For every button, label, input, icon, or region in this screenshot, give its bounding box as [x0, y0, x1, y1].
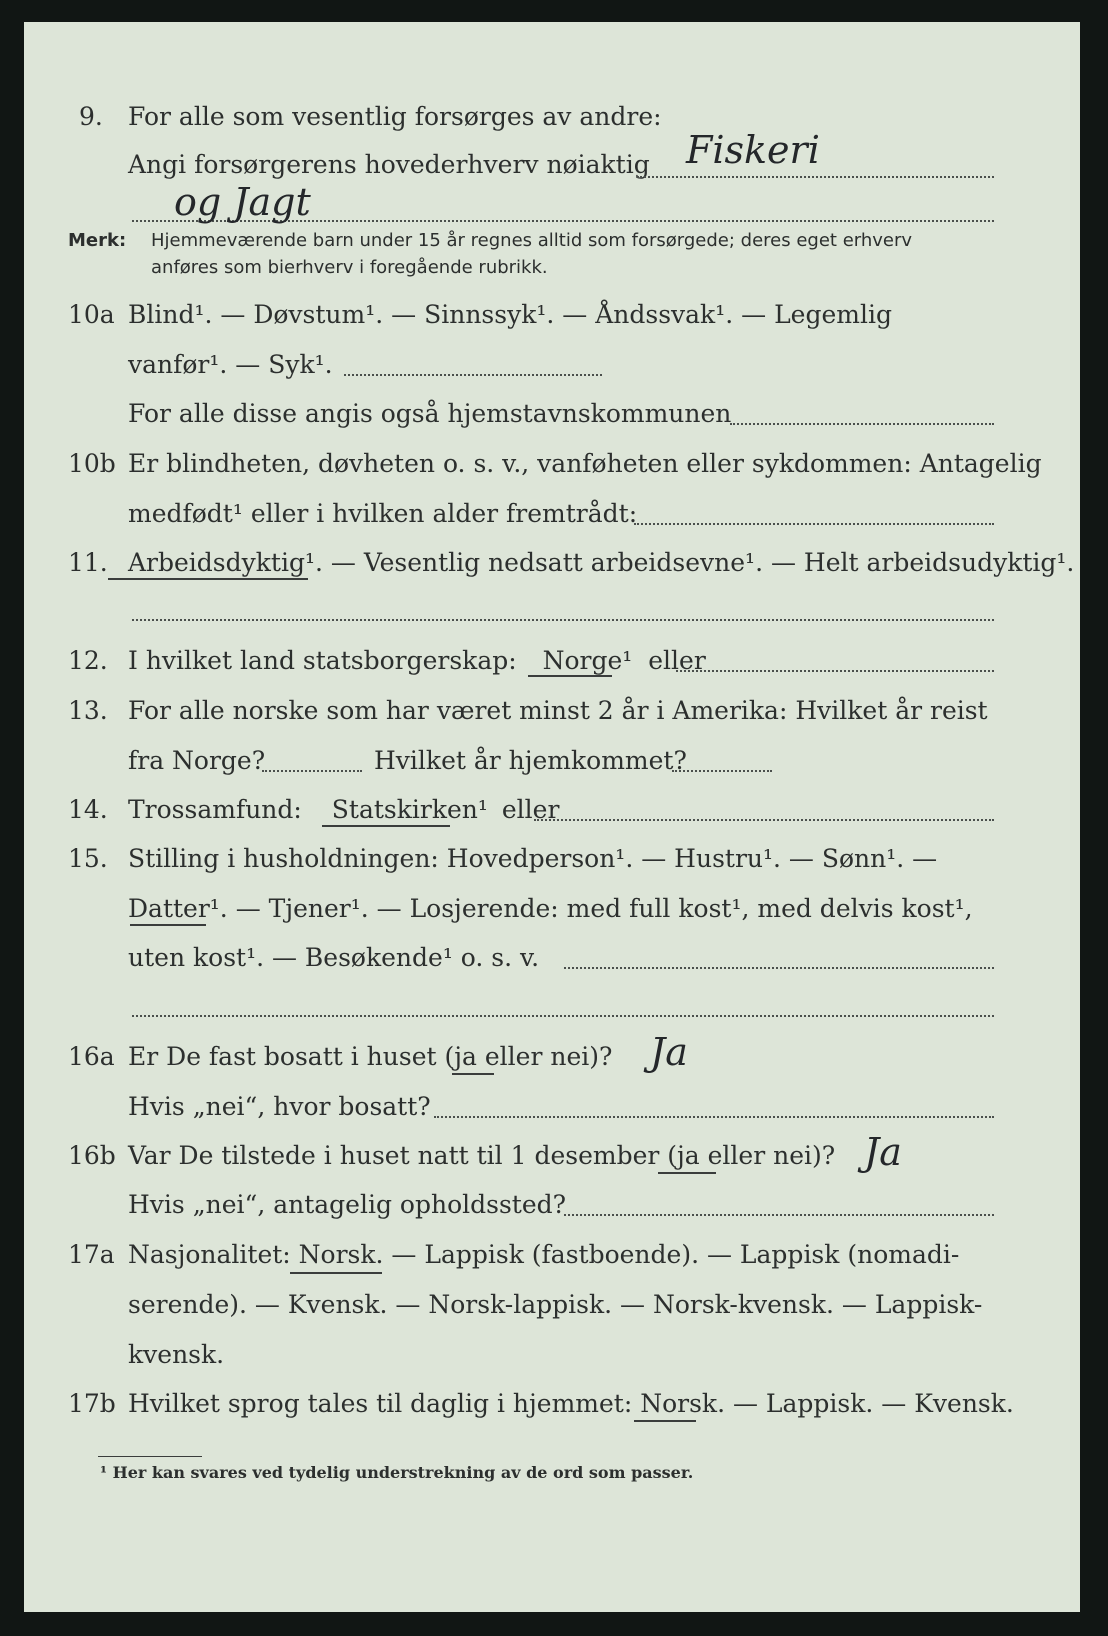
q13-hjemkommet: Hvilket år hjemkommet? — [374, 746, 687, 775]
q17a-options-line2: serende). — Kvensk. — Norsk-lappisk. — Norsk-kvensk. — Lappisk- — [128, 1290, 983, 1319]
q10b-question: Er blindheten, døvheten o. s. v., vanføheten eller sykdommen: Antagelig — [128, 449, 1042, 478]
footnote-rule — [98, 1456, 202, 1457]
q16b-underline-ja — [658, 1172, 716, 1174]
q9-handwritten-answer: Fiskeri — [686, 128, 820, 172]
merk-label: Merk: — [68, 230, 127, 251]
q15-options: Stilling i husholdningen: Hovedperson¹. — Hustru¹. — Sønn¹. — — [128, 844, 938, 873]
q16a-where-line — [434, 1116, 994, 1118]
q14-option-statskirken: Statskirken¹ — [331, 795, 488, 824]
q15-number: 15. — [68, 844, 108, 873]
q13-question: For alle norske som har været minst 2 år i Amerika: Hvilket år reist — [128, 696, 988, 725]
q16b-where-line — [564, 1214, 994, 1216]
q10a-home-municipality: For alle disse angis også hjemstavnskommunen — [128, 399, 732, 428]
q12-tail: eller — [648, 646, 706, 675]
q11-underline-arbeidsdyktig — [108, 578, 308, 580]
q14-question — [128, 795, 559, 825]
q10b-answer-line — [634, 523, 994, 525]
q12-number: 12. — [68, 646, 108, 675]
q10a-options: Blind¹. — Døvstum¹. — Sinnssyk¹. — Åndssvak¹. — Legemlig — [128, 300, 892, 329]
q17b-options: Hvilket sprog tales til daglig i hjemmet: Norsk. — Lappisk. — Kvensk. — [128, 1389, 1014, 1418]
q9-question: For alle som vesentlig forsørges av andre: — [128, 102, 662, 131]
q16a-handwritten-answer: Ja — [650, 1030, 688, 1074]
q16b-handwritten-answer: Ja — [864, 1130, 902, 1174]
q15-underline-datter — [130, 924, 206, 926]
q12-underline-norge — [528, 675, 612, 677]
q13-reist-line — [262, 770, 362, 772]
q16a-number: 16a — [68, 1042, 115, 1071]
q16a-underline-ja — [452, 1073, 494, 1075]
q17a-underline-norsk — [290, 1272, 382, 1274]
q10a-options-line2: vanfør¹. — Syk¹. — [128, 350, 333, 379]
q10a-home-line — [730, 423, 994, 425]
q10a-answer-line — [344, 374, 602, 376]
q12-option-norge: Norge¹ — [542, 646, 633, 675]
q11-answer-line — [132, 619, 994, 621]
q14-label: Trossamfund: — [128, 795, 302, 824]
q13-number: 13. — [68, 696, 108, 725]
q14-tail: eller — [501, 795, 560, 824]
q9-answer-line — [637, 176, 994, 178]
q15-options-line3: uten kost¹. — Besøkende¹ o. s. v. — [128, 943, 540, 972]
q16b-where: Hvis „nei“, antagelig opholdssted? — [128, 1190, 567, 1219]
q9-number: 9. — [79, 102, 103, 131]
q11-number: 11. — [68, 548, 108, 577]
q16b-question: Var De tilstede i huset natt til 1 desember (ja eller nei)? — [128, 1141, 836, 1170]
footnote: ¹ Her kan svares ved tydelig understrekning av de ord som passer. — [100, 1463, 694, 1482]
q17b-number: 17b — [68, 1389, 116, 1418]
q17b-underline-norsk — [634, 1420, 696, 1422]
q14-underline-statskirken — [322, 825, 450, 827]
q12-question — [128, 646, 706, 676]
q9-question-line2: Angi forsørgerens hovederhverv nøiaktig — [128, 150, 650, 179]
q10a-number: 10a — [68, 300, 115, 329]
q17a-options-line3: kvensk. — [128, 1340, 225, 1369]
q17a-number: 17a — [68, 1240, 115, 1269]
q14-number: 14. — [68, 795, 108, 824]
q12-question-text: I hvilket land statsborgerskap: — [128, 646, 517, 675]
census-form-page — [24, 22, 1080, 1612]
q13-hjemkommet-line — [672, 770, 772, 772]
q17a-options: Nasjonalitet: Norsk. — Lappisk (fastboende). — Lappisk (nomadi- — [128, 1240, 960, 1269]
merk-text: Hjemmeværende barn under 15 år regnes alltid som forsørgede; deres eget erhverv — [151, 230, 913, 251]
q15-answer-line-2 — [132, 1015, 994, 1017]
q10b-question-line2: medfødt¹ eller i hvilken alder fremtrådt: — [128, 499, 638, 528]
q16b-number: 16b — [68, 1141, 116, 1170]
q15-options-line2: Datter¹. — Tjener¹. — Losjerende: med full kost¹, med delvis kost¹, — [128, 894, 973, 923]
q12-answer-line — [676, 670, 994, 672]
q16a-where: Hvis „nei“, hvor bosatt? — [128, 1092, 431, 1121]
q11-options: Arbeidsdyktig¹. — Vesentlig nedsatt arbeidsevne¹. — Helt arbeidsudyktig¹. — [128, 548, 1075, 577]
q9-handwritten-answer-2: og Jagt — [174, 180, 311, 224]
q16a-question: Er De fast bosatt i huset (ja eller nei)? — [128, 1042, 613, 1071]
q10b-number: 10b — [68, 449, 116, 478]
merk-text-line2: anføres som bierhverv i foregående rubrikk. — [151, 257, 548, 278]
q13-reist: fra Norge? — [128, 746, 266, 775]
q14-answer-line — [534, 819, 994, 821]
q15-answer-line — [564, 967, 994, 969]
